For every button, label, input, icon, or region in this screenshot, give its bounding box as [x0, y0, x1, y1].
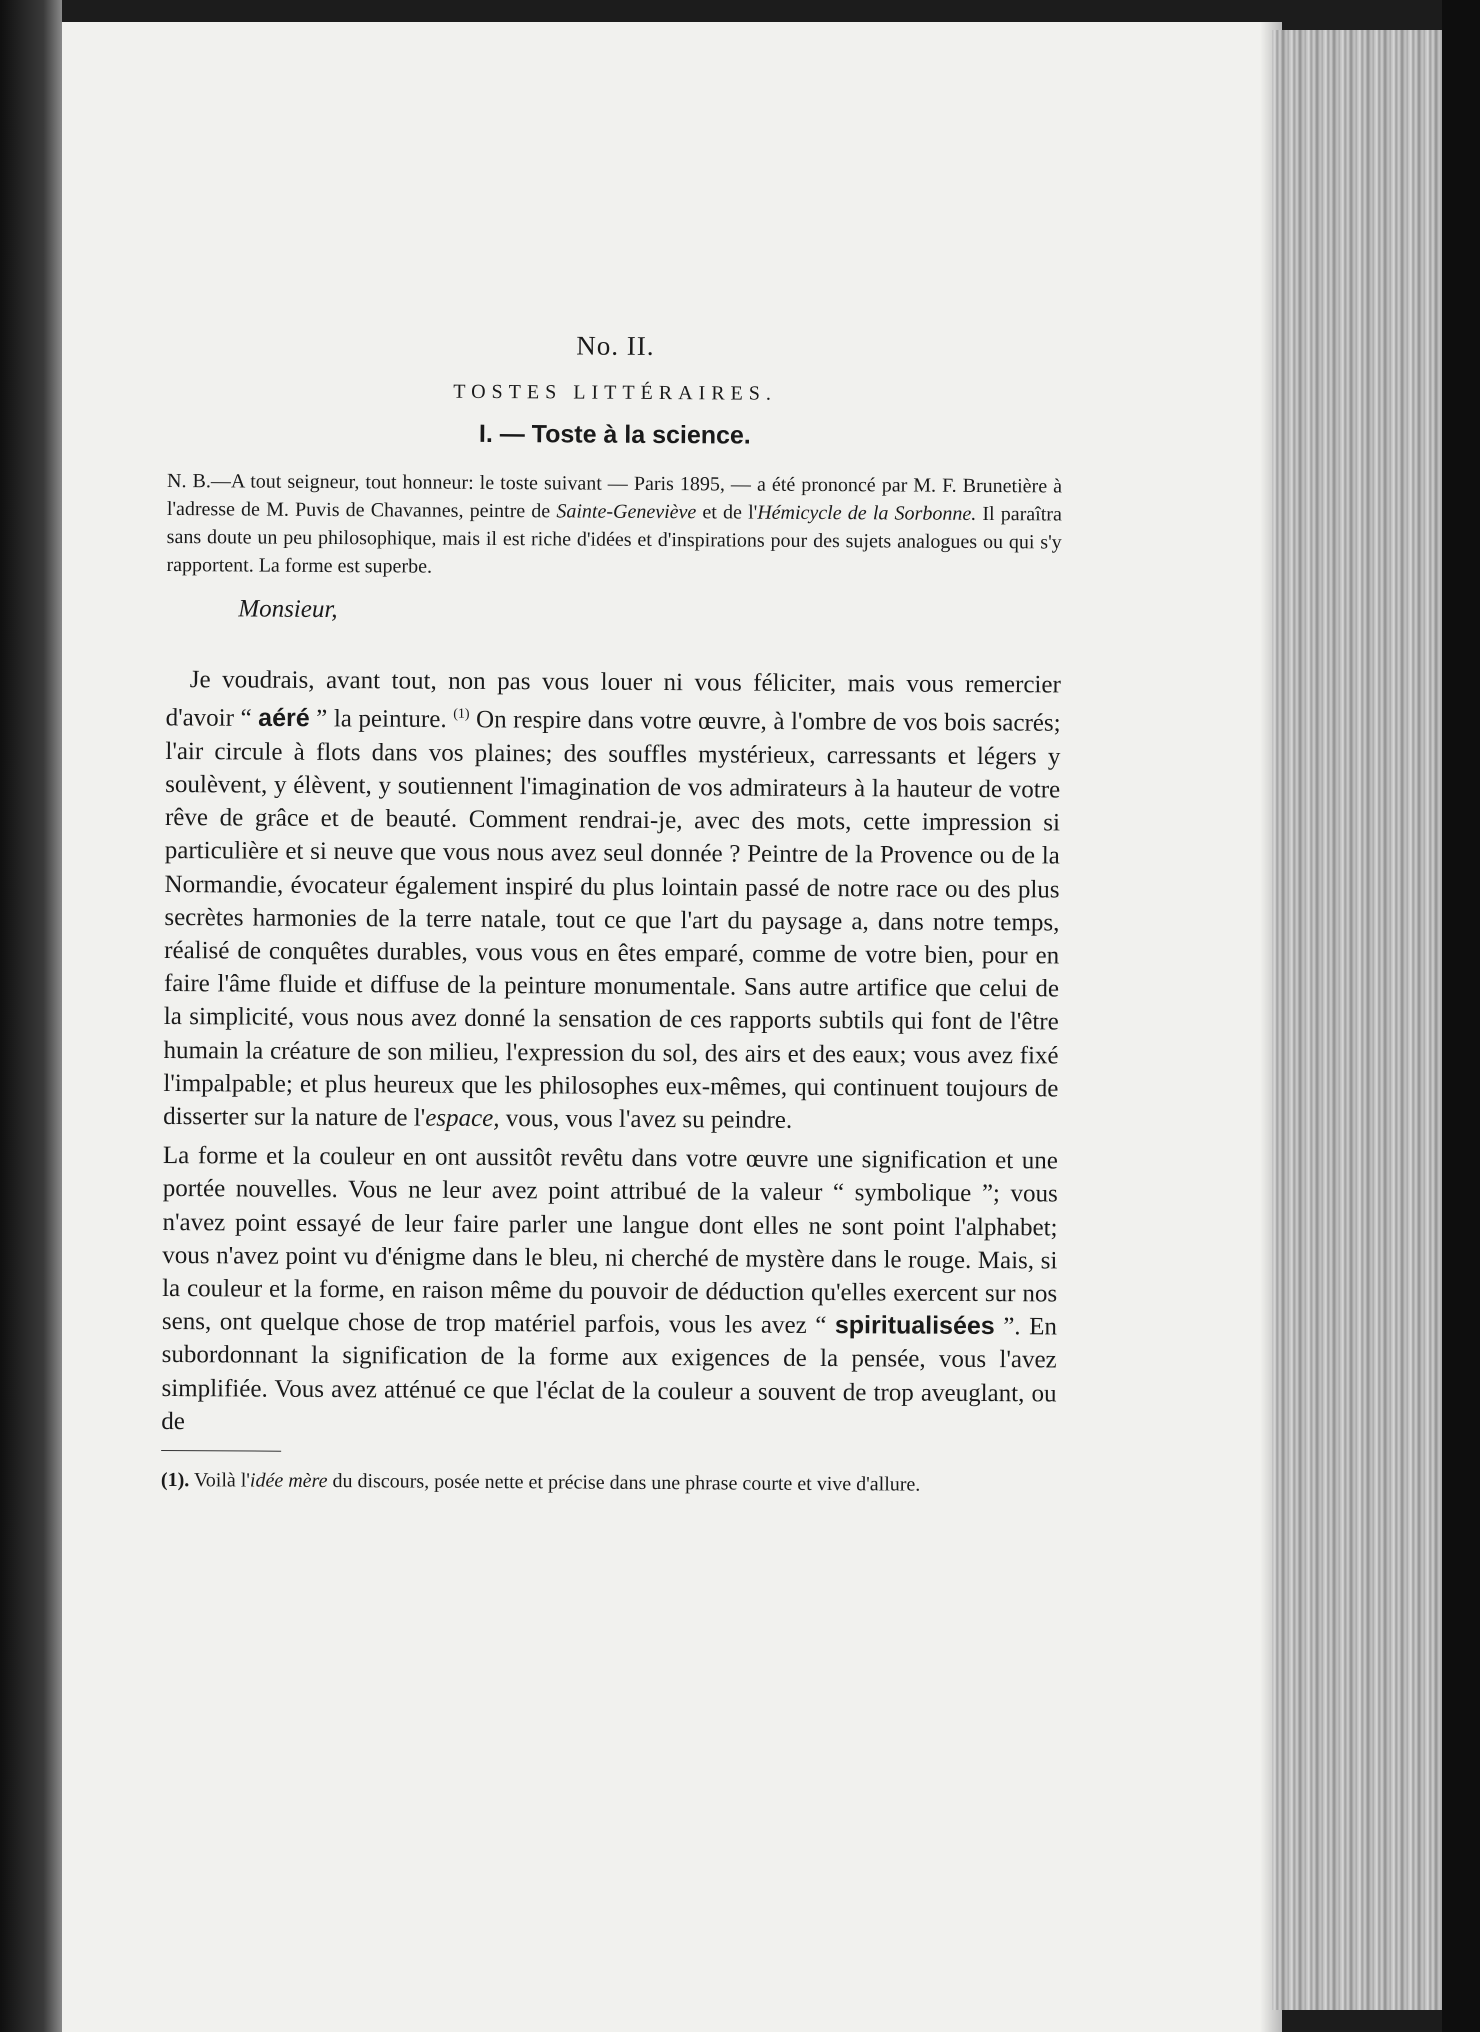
p2-part-1: La forme et la couleur en ont aussitôt revêtu dans votre œuvre une signification et une portée nouvelles. Vous ne leur avez point attribué de la valeur “ symbolique ”; vous n'avez point essayé de leur faire parler une langue dont elles ne sont point l'alphabet; vous n'avez point vu d'énigme dans le bleu, ni cherché de mystère dans le rouge. Mais, si la couleur et la forme, en raison même du pouvoir de déduction qu'elles exercent sur nos sens, ont quelque chose de trop matériel parfois, vous les avez “: [161, 1142, 1059, 1340]
note-text-1: A tout seigneur, tout honneur: le toste suivant — Paris 1895, — a été prononcé par M. F. Brunetière à l'adresse de M. Puvis de Chavannes, peintre de: [166, 470, 1063, 523]
note-italic-1: Sainte-Geneviève: [556, 500, 697, 524]
p1-part-2: ” la peinture.: [309, 705, 454, 734]
paragraph-1: [163, 663, 1061, 1139]
note-text-3: Il paraîtra sans doute un peu philosophique, mais il est riche d'idées et d'inspirations pour des sujets analogues ou qui s'y rapportent. La forme est superbe.: [166, 502, 1062, 578]
p1-part-1: Je voudrais, avant tout, non pas vous louer ni vous féliciter, mais vous remercier d'avoir “: [165, 666, 1061, 733]
section-number: No. II.: [576, 330, 655, 361]
note-text-2: et de l': [696, 501, 758, 524]
p1-italic-espace: espace,: [425, 1104, 500, 1133]
p1-part-4: vous, vous l'avez su peindre.: [499, 1105, 793, 1134]
footnote-label: (1).: [160, 1468, 190, 1492]
page-content: [161, 328, 1063, 1499]
editor-note: [166, 467, 1062, 584]
section-heading: TOSTES LITTÉRAIRES.: [453, 380, 777, 405]
section-subheading: I. — Toste à la science.: [478, 419, 751, 450]
p1-bold-aere: aéré: [258, 704, 310, 733]
salutation: Monsieur,: [238, 595, 338, 624]
note-label: N. B.—: [166, 469, 231, 493]
left-book-margin: [0, 0, 62, 2032]
p2-bold-spiritualisees: spiritualisées: [834, 1311, 995, 1341]
footnote-text-1: Voilà l': [189, 1469, 251, 1492]
footnote-rule: [161, 1450, 281, 1452]
footnote-text-2: du discours, posée nette et précise dans une phrase courte et vive d'allure.: [327, 1469, 921, 1496]
note-italic-2: Hémicycle de la Sorbonne.: [757, 501, 977, 525]
p1-part-3: On respire dans votre œuvre, à l'ombre de vos bois sacrés; l'air circule à flots dans vos plaines; des souffles mystérieux, carressants et légers y soulèvent, y élèvent, y soutiennent l'imagination de vos admirateurs à la hauteur de votre rêve de grâce et de beauté. Comment rendrai-je, avec des mots, cette impression si particulière et si neuve que vous nous avez seul donnée ? Peintre de la Provence ou de la Normandie, évocateur également inspiré du plus lointain passé de notre race ou des plus secrètes harmonies de la terre natale, tout ce que l'art du paysage a, dans notre temps, réalisé de conquêtes durables, vous vous en êtes emparé, comme de votre bien, pour en faire l'âme fluide et diffuse de la peinture monumentale. Sans autre artifice que celui de la simplicité, vous nous avez donné la sensation de ces rapports subtils qui font de l'être humain la créature de son milieu, l'expression du sol, des airs et des eaux; vous avez fixé l'impalpable; et plus heureux que les philosophes eux-mêmes, qui continuent toujours de disserter sur la nature de l': [163, 706, 1061, 1132]
p2-part-2: ”. En subordonnant la signification de la forme aux exigences de la pensée, vous l'avez simplifiée. Vous avez atténué ce que l'éclat de la couleur a souvent de trop aveuglant, ou de: [161, 1313, 1057, 1435]
paragraph-2: [161, 1139, 1058, 1443]
footnote-italic: idée mère: [249, 1469, 328, 1492]
page-stack-edge: [1272, 30, 1442, 2010]
footnote: [161, 1467, 1056, 1499]
book-spine: [1442, 0, 1480, 2032]
footnote-reference: (1): [453, 706, 470, 723]
